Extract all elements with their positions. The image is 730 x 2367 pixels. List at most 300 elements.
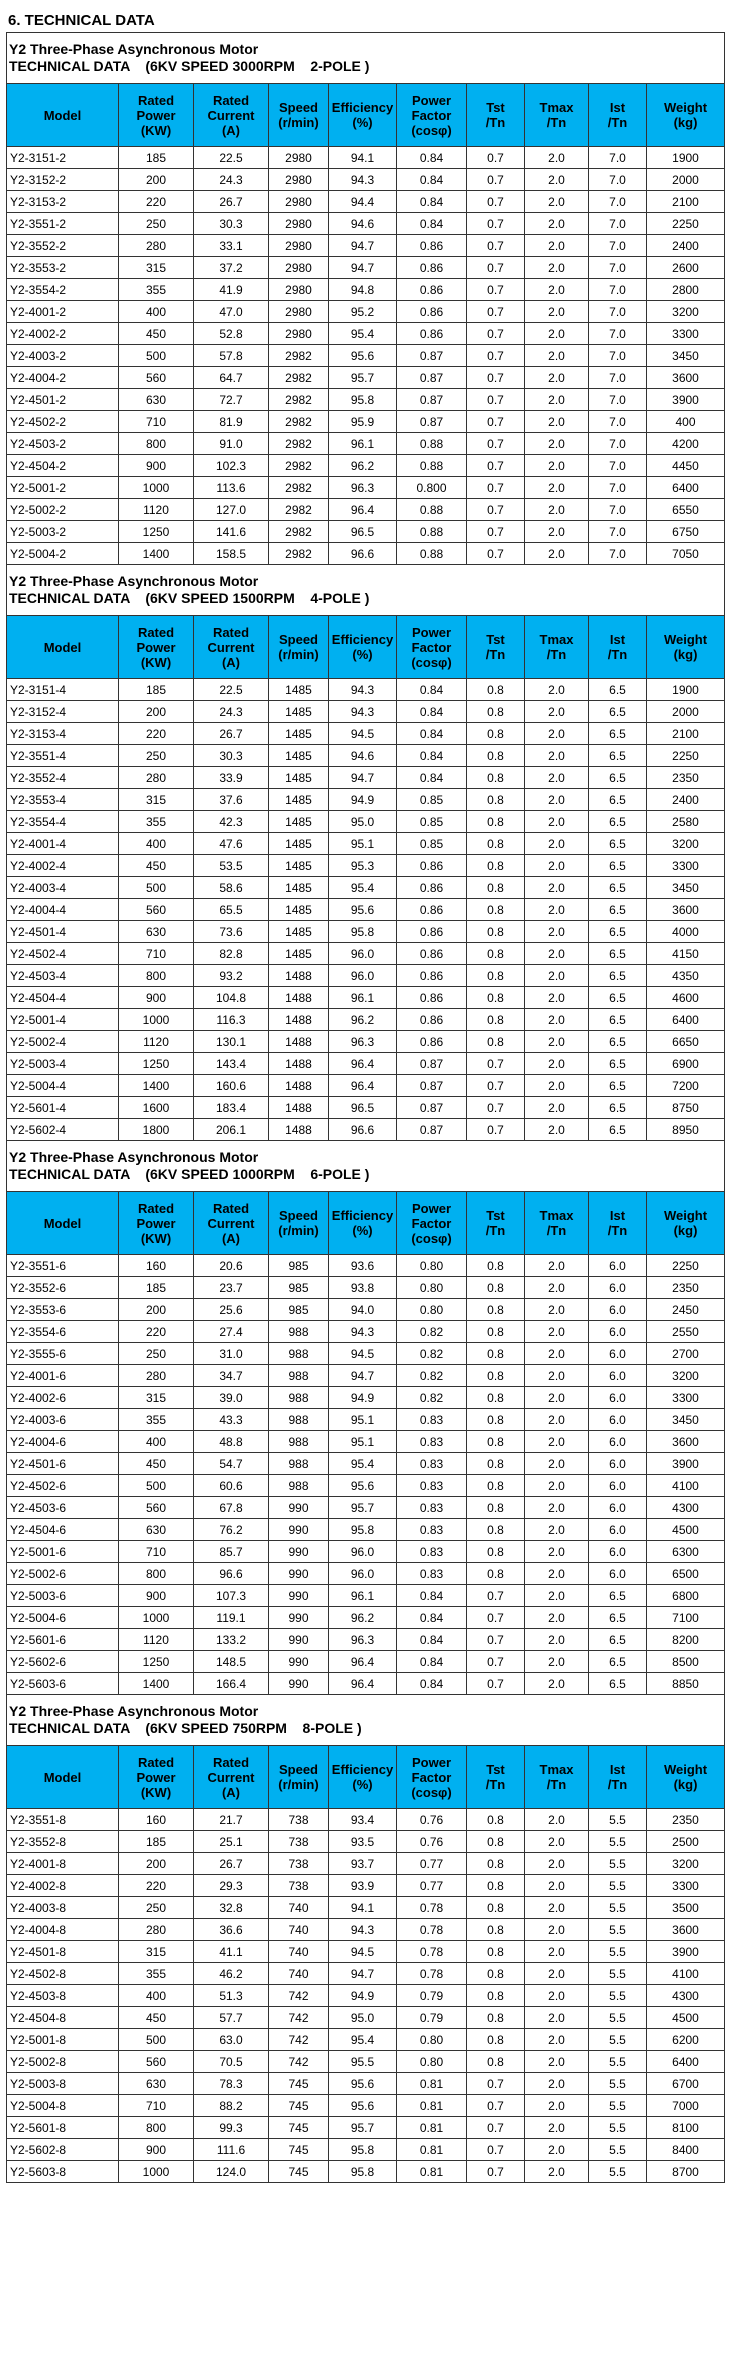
efficiency-cell: 96.0 [329,1541,397,1563]
rated-current-cell: 99.3 [194,2117,269,2139]
ist-tn-cell: 6.5 [589,767,647,789]
weight-cell: 2600 [647,257,725,279]
speed-cell: 990 [269,1585,329,1607]
efficiency-cell: 96.2 [329,1009,397,1031]
speed-cell: 745 [269,2139,329,2161]
rated-current-cell: 78.3 [194,2073,269,2095]
model-cell: Y2-5002-6 [7,1563,119,1585]
column-header-efficiency [329,1746,397,1809]
column-header-weight [647,84,725,147]
rated-power-cell: 1120 [119,499,194,521]
rated-power-cell: 160 [119,1255,194,1277]
tst-tn-cell: 0.7 [467,323,525,345]
tst-tn-cell: 0.8 [467,789,525,811]
weight-cell: 2550 [647,1321,725,1343]
rated-power-cell: 500 [119,2029,194,2051]
table-row [7,1009,725,1031]
model-cell: Y2-3152-2 [7,169,119,191]
power-factor-cell: 0.86 [397,987,467,1009]
tst-tn-cell: 0.7 [467,1097,525,1119]
model-cell: Y2-4004-2 [7,367,119,389]
ist-tn-cell: 5.5 [589,1831,647,1853]
model-cell: Y2-5002-4 [7,1031,119,1053]
efficiency-cell: 95.2 [329,301,397,323]
model-cell: Y2-4503-2 [7,433,119,455]
table-row [7,323,725,345]
efficiency-cell: 94.7 [329,767,397,789]
weight-cell: 6400 [647,477,725,499]
tmax-tn-cell: 2.0 [525,987,589,1009]
table-row [7,1075,725,1097]
power-factor-cell: 0.84 [397,767,467,789]
speed-cell: 988 [269,1453,329,1475]
section-caption [7,33,725,84]
efficiency-cell: 94.3 [329,701,397,723]
rated-current-cell: 30.3 [194,213,269,235]
rated-current-cell: 166.4 [194,1673,269,1695]
tmax-tn-cell: 2.0 [525,1585,589,1607]
rated-current-cell: 23.7 [194,1277,269,1299]
speed-cell: 988 [269,1387,329,1409]
efficiency-cell: 96.3 [329,1031,397,1053]
model-cell: Y2-4002-8 [7,1875,119,1897]
model-cell: Y2-3553-4 [7,789,119,811]
efficiency-cell: 96.1 [329,433,397,455]
rated-current-cell: 26.7 [194,1853,269,1875]
power-factor-cell: 0.85 [397,811,467,833]
efficiency-cell: 94.7 [329,1365,397,1387]
speed-cell: 738 [269,1809,329,1831]
speed-cell: 1488 [269,987,329,1009]
power-factor-cell: 0.84 [397,1673,467,1695]
rated-current-cell: 158.5 [194,543,269,565]
ist-tn-cell: 5.5 [589,2051,647,2073]
ist-tn-cell: 6.5 [589,899,647,921]
tmax-tn-cell: 2.0 [525,679,589,701]
column-header-tst-tn [467,1746,525,1809]
technical-data-table [6,32,725,2183]
column-header-line: (KW) [140,1230,172,1246]
tst-tn-cell: 0.7 [467,169,525,191]
rated-power-cell: 710 [119,1541,194,1563]
column-header-tmax-tn [525,1746,589,1809]
efficiency-cell: 96.6 [329,1119,397,1141]
column-header-line: (r/min) [278,115,319,130]
column-header-line: (%) [352,115,373,130]
tst-tn-cell: 0.7 [467,257,525,279]
speed-cell: 990 [269,1541,329,1563]
rated-power-cell: 400 [119,833,194,855]
efficiency-cell: 95.7 [329,367,397,389]
tmax-tn-cell: 2.0 [525,1343,589,1365]
table-row [7,1853,725,1875]
table-row [7,1831,725,1853]
tmax-tn-cell: 2.0 [525,1255,589,1277]
power-factor-cell: 0.80 [397,2051,467,2073]
tst-tn-cell: 0.7 [467,1585,525,1607]
rated-current-cell: 124.0 [194,2161,269,2183]
efficiency-cell: 94.7 [329,257,397,279]
speed-cell: 2980 [269,169,329,191]
rated-current-cell: 26.7 [194,723,269,745]
power-factor-cell: 0.84 [397,745,467,767]
efficiency-cell: 93.6 [329,1255,397,1277]
efficiency-cell: 96.0 [329,943,397,965]
tst-tn-cell: 0.8 [467,1453,525,1475]
tmax-tn-cell: 2.0 [525,1651,589,1673]
tmax-tn-cell: 2.0 [525,1919,589,1941]
table-row [7,1963,725,1985]
tmax-tn-cell: 2.0 [525,2161,589,2183]
power-factor-cell: 0.83 [397,1475,467,1497]
speed-cell: 1485 [269,877,329,899]
model-cell: Y2-5004-6 [7,1607,119,1629]
efficiency-cell: 95.6 [329,899,397,921]
column-header-line: /Tn [485,1223,506,1238]
rated-current-cell: 72.7 [194,389,269,411]
speed-cell: 1485 [269,679,329,701]
rated-power-cell: 200 [119,1299,194,1321]
efficiency-cell: 94.3 [329,679,397,701]
weight-cell: 2250 [647,745,725,767]
ist-tn-cell: 7.0 [589,147,647,169]
table-row [7,2007,725,2029]
tst-tn-cell: 0.8 [467,1875,525,1897]
rated-current-cell: 21.7 [194,1809,269,1831]
tmax-tn-cell: 2.0 [525,723,589,745]
tst-tn-cell: 0.8 [467,877,525,899]
speed-cell: 2982 [269,521,329,543]
efficiency-cell: 94.7 [329,1963,397,1985]
speed-cell: 742 [269,2051,329,2073]
column-header-power-factor [397,84,467,147]
weight-cell: 4150 [647,943,725,965]
ist-tn-cell: 7.0 [589,301,647,323]
tst-tn-cell: 0.7 [467,235,525,257]
weight-cell: 4100 [647,1475,725,1497]
power-factor-cell: 0.83 [397,1409,467,1431]
efficiency-cell: 95.3 [329,855,397,877]
table-row [7,1897,725,1919]
power-factor-cell: 0.86 [397,323,467,345]
tst-tn-cell: 0.7 [467,1053,525,1075]
weight-cell: 2700 [647,1343,725,1365]
tmax-tn-cell: 2.0 [525,433,589,455]
power-factor-cell: 0.77 [397,1875,467,1897]
rated-power-cell: 400 [119,301,194,323]
ist-tn-cell: 7.0 [589,433,647,455]
column-header-ist-tn [589,616,647,679]
efficiency-cell: 95.8 [329,921,397,943]
ist-tn-cell: 5.5 [589,2029,647,2051]
efficiency-cell: 96.3 [329,477,397,499]
tmax-tn-cell: 2.0 [525,1431,589,1453]
tst-tn-cell: 0.8 [467,1831,525,1853]
ist-tn-cell: 6.5 [589,1097,647,1119]
model-cell: Y2-4501-4 [7,921,119,943]
table-row [7,301,725,323]
section-title [7,33,725,84]
speed-cell: 745 [269,2117,329,2139]
power-factor-cell: 0.84 [397,1585,467,1607]
ist-tn-cell: 5.5 [589,1919,647,1941]
column-header-rated-current [194,616,269,679]
section-title-line1: Y2 Three-Phase Asynchronous Motor [9,573,259,589]
speed-cell: 990 [269,1651,329,1673]
rated-current-cell: 51.3 [194,1985,269,2007]
model-cell: Y2-5002-8 [7,2051,119,2073]
tst-tn-cell: 0.7 [467,301,525,323]
table-row [7,1343,725,1365]
model-cell: Y2-3552-2 [7,235,119,257]
model-cell: Y2-3554-4 [7,811,119,833]
efficiency-cell: 94.5 [329,1343,397,1365]
rated-current-cell: 25.1 [194,1831,269,1853]
model-cell: Y2-5001-8 [7,2029,119,2051]
weight-cell: 2000 [647,701,725,723]
efficiency-cell: 95.8 [329,2139,397,2161]
tst-tn-cell: 0.8 [467,701,525,723]
rated-power-cell: 220 [119,1321,194,1343]
weight-cell: 7200 [647,1075,725,1097]
table-row [7,723,725,745]
rated-current-cell: 57.7 [194,2007,269,2029]
rated-current-cell: 37.2 [194,257,269,279]
power-factor-cell: 0.82 [397,1343,467,1365]
column-header-line: Rated [137,1200,175,1216]
ist-tn-cell: 6.5 [589,723,647,745]
speed-cell: 985 [269,1299,329,1321]
tmax-tn-cell: 2.0 [525,389,589,411]
rated-current-cell: 64.7 [194,367,269,389]
weight-cell: 4600 [647,987,725,1009]
column-header-line: Current [207,1769,255,1785]
column-header-line: Tst [486,632,505,647]
column-header-line: (kg) [673,1777,698,1792]
table-row [7,2029,725,2051]
tst-tn-cell: 0.8 [467,1475,525,1497]
ist-tn-cell: 7.0 [589,389,647,411]
column-header-line: Rated [212,624,250,640]
column-header-speed [269,84,329,147]
rated-power-cell: 280 [119,1365,194,1387]
power-factor-cell: 0.83 [397,1453,467,1475]
table-row [7,1629,725,1651]
efficiency-cell: 96.0 [329,965,397,987]
column-header-line: Factor [411,639,452,655]
table-row [7,1585,725,1607]
table-row [7,1563,725,1585]
tmax-tn-cell: 2.0 [525,1563,589,1585]
column-header-line: Efficiency [331,632,394,647]
table-row [7,2161,725,2183]
column-header-model [7,1192,119,1255]
model-cell: Y2-3555-6 [7,1343,119,1365]
tst-tn-cell: 0.8 [467,1321,525,1343]
speed-cell: 988 [269,1321,329,1343]
speed-cell: 1485 [269,899,329,921]
rated-current-cell: 48.8 [194,1431,269,1453]
model-cell: Y2-5003-6 [7,1585,119,1607]
tmax-tn-cell: 2.0 [525,1475,589,1497]
rated-current-cell: 206.1 [194,1119,269,1141]
rated-power-cell: 1000 [119,477,194,499]
tst-tn-cell: 0.8 [467,1277,525,1299]
weight-cell: 4200 [647,433,725,455]
model-cell: Y2-4502-8 [7,1963,119,1985]
rated-power-cell: 280 [119,235,194,257]
column-header-line: Power [411,1754,451,1770]
rated-current-cell: 47.0 [194,301,269,323]
rated-current-cell: 107.3 [194,1585,269,1607]
ist-tn-cell: 7.0 [589,169,647,191]
rated-current-cell: 26.7 [194,191,269,213]
column-header-efficiency [329,1192,397,1255]
column-header-line: Weight [663,1762,708,1777]
column-header-tmax-tn [525,616,589,679]
column-header-line: Model [43,1769,82,1785]
rated-current-cell: 46.2 [194,1963,269,1985]
column-header-weight [647,1192,725,1255]
rated-power-cell: 185 [119,1277,194,1299]
table-row [7,1519,725,1541]
efficiency-cell: 95.1 [329,1431,397,1453]
column-header-line: Tmax [539,632,574,647]
table-row [7,965,725,987]
column-header-line: /Tn [485,647,506,662]
speed-cell: 990 [269,1563,329,1585]
tst-tn-cell: 0.7 [467,2139,525,2161]
model-cell: Y2-4003-6 [7,1409,119,1431]
tst-tn-cell: 0.8 [467,1031,525,1053]
ist-tn-cell: 7.0 [589,499,647,521]
tst-tn-cell: 0.7 [467,411,525,433]
column-header-line: Current [207,639,255,655]
table-row [7,2095,725,2117]
power-factor-cell: 0.84 [397,1629,467,1651]
model-cell: Y2-4001-2 [7,301,119,323]
rated-power-cell: 450 [119,323,194,345]
section-title-line2: TECHNICAL DATA (6KV SPEED 1000RPM 6-POLE ) [9,1166,370,1182]
efficiency-cell: 93.9 [329,1875,397,1897]
efficiency-cell: 96.4 [329,1651,397,1673]
weight-cell: 6750 [647,521,725,543]
column-header-line: Factor [411,107,452,123]
speed-cell: 1485 [269,921,329,943]
speed-cell: 1485 [269,745,329,767]
power-factor-cell: 0.87 [397,1053,467,1075]
model-cell: Y2-5601-6 [7,1629,119,1651]
table-row [7,1387,725,1409]
ist-tn-cell: 6.5 [589,833,647,855]
efficiency-cell: 94.4 [329,191,397,213]
tmax-tn-cell: 2.0 [525,1541,589,1563]
weight-cell: 6700 [647,2073,725,2095]
table-row [7,1321,725,1343]
weight-cell: 8700 [647,2161,725,2183]
column-header-tmax-tn [525,84,589,147]
power-factor-cell: 0.84 [397,169,467,191]
tst-tn-cell: 0.8 [467,811,525,833]
speed-cell: 990 [269,1607,329,1629]
rated-power-cell: 900 [119,455,194,477]
section-title-line1: Y2 Three-Phase Asynchronous Motor [9,41,259,57]
column-header-line: /Tn [607,115,628,130]
speed-cell: 2982 [269,389,329,411]
rated-current-cell: 160.6 [194,1075,269,1097]
rated-current-cell: 57.8 [194,345,269,367]
power-factor-cell: 0.81 [397,2161,467,2183]
speed-cell: 1485 [269,767,329,789]
ist-tn-cell: 6.0 [589,1541,647,1563]
table-row [7,499,725,521]
power-factor-cell: 0.79 [397,2007,467,2029]
tmax-tn-cell: 2.0 [525,1387,589,1409]
weight-cell: 4000 [647,921,725,943]
rated-current-cell: 116.3 [194,1009,269,1031]
model-cell: Y2-4503-8 [7,1985,119,2007]
weight-cell: 7100 [647,1607,725,1629]
weight-cell: 3300 [647,855,725,877]
tmax-tn-cell: 2.0 [525,1985,589,2007]
table-row [7,1031,725,1053]
weight-cell: 6400 [647,1009,725,1031]
tst-tn-cell: 0.7 [467,345,525,367]
speed-cell: 745 [269,2095,329,2117]
rated-power-cell: 560 [119,2051,194,2073]
efficiency-cell: 95.4 [329,2029,397,2051]
weight-cell: 2800 [647,279,725,301]
column-header-line: Ist [609,1208,626,1223]
table-row [7,1875,725,1897]
column-header-line: (A) [221,654,241,670]
section-title [7,565,725,616]
weight-cell: 7000 [647,2095,725,2117]
efficiency-cell: 94.7 [329,235,397,257]
model-cell: Y2-4503-4 [7,965,119,987]
speed-cell: 990 [269,1673,329,1695]
tmax-tn-cell: 2.0 [525,1053,589,1075]
weight-cell: 3500 [647,1897,725,1919]
column-header-model [7,616,119,679]
section-title [7,1141,725,1192]
tst-tn-cell: 0.7 [467,433,525,455]
tst-tn-cell: 0.7 [467,1607,525,1629]
power-factor-cell: 0.84 [397,1651,467,1673]
power-factor-cell: 0.84 [397,213,467,235]
model-cell: Y2-4504-8 [7,2007,119,2029]
efficiency-cell: 96.5 [329,521,397,543]
column-header-line: Speed [278,1762,318,1777]
rated-power-cell: 800 [119,433,194,455]
rated-current-cell: 58.6 [194,877,269,899]
efficiency-cell: 93.7 [329,1853,397,1875]
power-factor-cell: 0.78 [397,1919,467,1941]
model-cell: Y2-5003-4 [7,1053,119,1075]
speed-cell: 1485 [269,943,329,965]
table-row [7,1277,725,1299]
ist-tn-cell: 6.0 [589,1453,647,1475]
ist-tn-cell: 6.5 [589,965,647,987]
ist-tn-cell: 6.0 [589,1277,647,1299]
efficiency-cell: 95.1 [329,833,397,855]
tmax-tn-cell: 2.0 [525,1365,589,1387]
speed-cell: 1488 [269,1053,329,1075]
weight-cell: 3200 [647,833,725,855]
model-cell: Y2-5004-2 [7,543,119,565]
tmax-tn-cell: 2.0 [525,921,589,943]
rated-current-cell: 130.1 [194,1031,269,1053]
